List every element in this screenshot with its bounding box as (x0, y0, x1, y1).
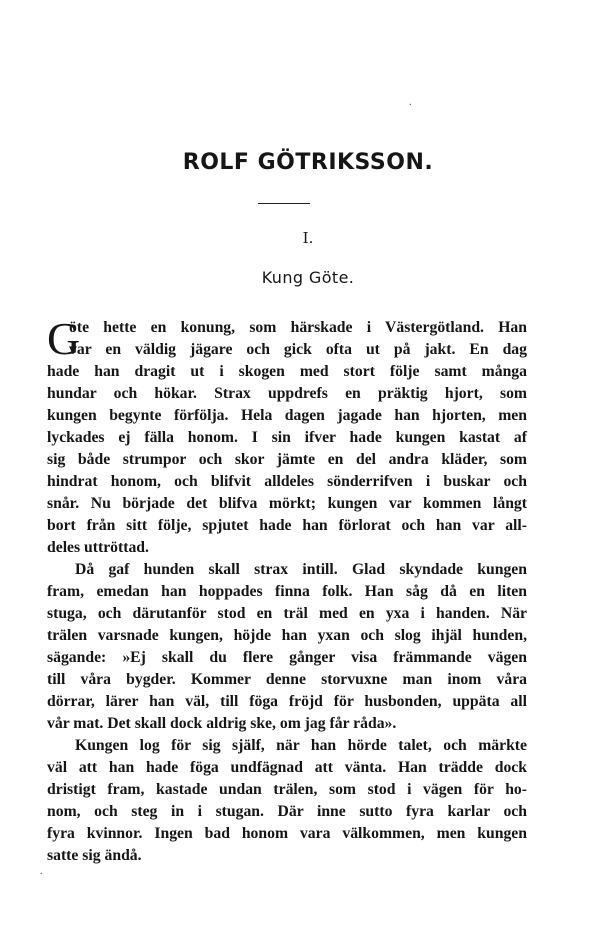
text-line: sägande: »Ej skall du flere gånger visa främmande vägen (47, 649, 527, 666)
text-line: fyra kvinnor. Ingen bad honom vara välkommen, men kungen (47, 825, 527, 842)
text-line: hindrat honom, och blifvit alldeles sönderrifven i buskar och (47, 473, 527, 490)
print-speck: . (409, 97, 412, 108)
text-line: sig både strumpor och skor jämte en del andra kläder, som (47, 451, 527, 468)
text-line: var en väldig jägare och gick ofta ut på jakt. En dag (69, 341, 527, 358)
text-line: snår. Nu började det blifva mörkt; kungen var kommen långt (47, 495, 527, 512)
chapter-subtitle: Kung Göte. (261, 268, 355, 287)
body-text (47, 313, 527, 867)
text-line: lyckades ej fälla honom. I sin ifver hade kungen kastat af (47, 429, 527, 446)
chapter-title: ROLF GÖTRIKSSON. (182, 150, 434, 175)
title-divider (258, 203, 310, 204)
text-line: Kungen log för sig själf, när han hörde talet, och märkte (75, 737, 527, 754)
text-line: Då gaf hunden skall strax intill. Glad skyndade kungen (75, 561, 527, 578)
text-line: nom, och steg in i stugan. Där inne sutto fyra karlar och (47, 803, 527, 820)
text-line: vår mat. Det skall dock aldrig ske, om jag får råda». (47, 715, 397, 732)
text-line: dörrar, lärer han väl, till föga fröjd för husbonden, uppäta all (47, 693, 527, 710)
text-line: stuga, och därutanför stod en träl med en yxa i handen. När (47, 605, 527, 622)
text-line: deles uttröttad. (47, 539, 149, 556)
text-line: öte hette en konung, som härskade i Västergötland. Han (69, 319, 527, 336)
drop-cap: G (47, 313, 81, 364)
text-line: hade han dragit ut i skogen med stort följe samt många (47, 363, 527, 380)
print-speck: . (40, 866, 43, 877)
chapter-numeral: I. (302, 229, 314, 247)
text-line: trälen varsnade kungen, höjde han yxan och slog ihjäl hunden, (47, 627, 527, 644)
text-line: kungen begynte förfölja. Hela dagen jagade han hjorten, men (47, 407, 527, 424)
text-line: hundar och hökar. Strax uppdrefs en präktig hjort, som (47, 385, 527, 402)
text-line: fram, emedan han hoppades finna folk. Han såg då en liten (47, 583, 527, 600)
text-line: dristigt fram, kastade undan trälen, som stod i vägen för ho- (47, 781, 527, 798)
text-line: till våra bygder. Kommer denne storvuxne man inom våra (47, 671, 527, 688)
text-line: väl att han hade föga undfägnad att vänta. Han trädde dock (47, 759, 527, 776)
text-line: bort från sitt följe, spjutet hade han förlorat och han var all- (47, 517, 527, 534)
text-line: satte sig ändå. (47, 847, 142, 864)
